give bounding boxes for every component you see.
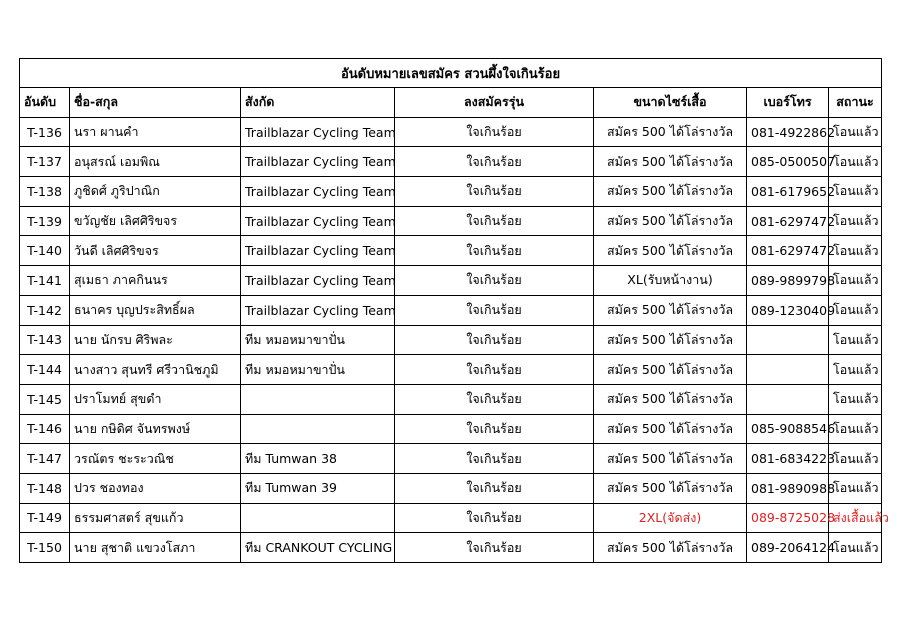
cell-status: โอนแล้ว xyxy=(829,236,882,266)
cell-phone xyxy=(747,384,829,414)
cell-status: ส่งเสื้อแล้ว xyxy=(829,503,882,533)
cell-phone: 081-6179652 xyxy=(747,177,829,207)
cell-team: Trailblazar Cycling Team xyxy=(241,266,395,296)
cell-name: ธนาคร บุญประสิทธิ์ผล xyxy=(70,295,241,325)
cell-shirt-size: สมัคร 500 ได้โล่รางวัล xyxy=(594,414,747,444)
cell-team: Trailblazar Cycling Team xyxy=(241,295,395,325)
cell-category: ใจเกินร้อย xyxy=(395,444,594,474)
cell-name: สุเมธา ภาคกินนร xyxy=(70,266,241,296)
cell-status: โอนแล้ว xyxy=(829,295,882,325)
table-row xyxy=(20,266,882,296)
cell-rank: T-141 xyxy=(20,266,70,296)
cell-status: โอนแล้ว xyxy=(829,117,882,147)
cell-rank: T-149 xyxy=(20,503,70,533)
cell-rank: T-148 xyxy=(20,473,70,503)
header-team: สังกัด xyxy=(241,88,395,118)
cell-shirt-size: สมัคร 500 ได้โล่รางวัล xyxy=(594,295,747,325)
table-row xyxy=(20,384,882,414)
cell-name: วันดี เลิศศิริขจร xyxy=(70,236,241,266)
cell-team xyxy=(241,414,395,444)
registration-table xyxy=(19,58,889,563)
cell-phone: 085-9088546 xyxy=(747,414,829,444)
header-shirt: ขนาดไซร์เสื้อ xyxy=(594,88,747,118)
cell-rank: T-150 xyxy=(20,533,70,563)
cell-category: ใจเกินร้อย xyxy=(395,325,594,355)
cell-shirt-size: สมัคร 500 ได้โล่รางวัล xyxy=(594,177,747,207)
cell-phone: 081-6297472 xyxy=(747,206,829,236)
cell-phone: 081-9890988 xyxy=(747,473,829,503)
cell-category: ใจเกินร้อย xyxy=(395,414,594,444)
cell-rank: T-147 xyxy=(20,444,70,474)
cell-name: วรณัตร ชะระวณิช xyxy=(70,444,241,474)
cell-shirt-size: สมัคร 500 ได้โล่รางวัล xyxy=(594,325,747,355)
cell-rank: T-145 xyxy=(20,384,70,414)
cell-phone xyxy=(747,355,829,385)
header-phone: เบอร์โทร xyxy=(747,88,829,118)
cell-category: ใจเกินร้อย xyxy=(395,117,594,147)
cell-name: นาย นักรบ ศิริพละ xyxy=(70,325,241,355)
table-row xyxy=(20,533,882,563)
table-row xyxy=(20,444,882,474)
cell-status: โอนแล้ว xyxy=(829,355,882,385)
header-category: ลงสมัครรุ่น xyxy=(395,88,594,118)
cell-name: ธรรมศาสตร์ สุขแก้ว xyxy=(70,503,241,533)
cell-name: นาย สุชาติ แขวงโสภา xyxy=(70,533,241,563)
cell-team: Trailblazar Cycling Team xyxy=(241,236,395,266)
table-row xyxy=(20,325,882,355)
cell-phone: 081-6297472 xyxy=(747,236,829,266)
cell-rank: T-137 xyxy=(20,147,70,177)
table-row xyxy=(20,117,882,147)
cell-rank: T-136 xyxy=(20,117,70,147)
cell-category: ใจเกินร้อย xyxy=(395,266,594,296)
cell-category: ใจเกินร้อย xyxy=(395,384,594,414)
cell-rank: T-146 xyxy=(20,414,70,444)
cell-shirt-size: สมัคร 500 ได้โล่รางวัล xyxy=(594,236,747,266)
cell-status: โอนแล้ว xyxy=(829,325,882,355)
cell-phone: 085-0500507 xyxy=(747,147,829,177)
cell-category: ใจเกินร้อย xyxy=(395,473,594,503)
cell-name: ปราโมทย์ สุขดำ xyxy=(70,384,241,414)
cell-status: โอนแล้ว xyxy=(829,473,882,503)
cell-shirt-size: สมัคร 500 ได้โล่รางวัล xyxy=(594,473,747,503)
table-title: อันดับหมายเลขสมัคร สวนผึ้งใจเกินร้อย xyxy=(20,59,882,88)
cell-status: โอนแล้ว xyxy=(829,266,882,296)
title-row xyxy=(20,59,882,88)
header-name: ชื่อ-สกุล xyxy=(70,88,241,118)
cell-shirt-size: XL(รับหน้างาน) xyxy=(594,266,747,296)
cell-name: นาย กษิดิศ จันทรพงษ์ xyxy=(70,414,241,444)
cell-shirt-size: สมัคร 500 ได้โล่รางวัล xyxy=(594,444,747,474)
cell-phone: 081-4922862 xyxy=(747,117,829,147)
cell-team: ทีม หมอหมาขาปั่น xyxy=(241,325,395,355)
cell-category: ใจเกินร้อย xyxy=(395,147,594,177)
cell-category: ใจเกินร้อย xyxy=(395,533,594,563)
cell-name: ภูชิดศ์ ภูริปาณิก xyxy=(70,177,241,207)
cell-name: ขวัญชัย เลิศศิริขจร xyxy=(70,206,241,236)
cell-shirt-size: สมัคร 500 ได้โล่รางวัล xyxy=(594,206,747,236)
cell-status: โอนแล้ว xyxy=(829,414,882,444)
cell-status: โอนแล้ว xyxy=(829,147,882,177)
cell-name: อนุสรณ์ เอมพิณ xyxy=(70,147,241,177)
cell-status: โอนแล้ว xyxy=(829,177,882,207)
cell-team: ทีม Tumwan 38 xyxy=(241,444,395,474)
cell-team: Trailblazar Cycling Team xyxy=(241,147,395,177)
cell-shirt-size: สมัคร 500 ได้โล่รางวัล xyxy=(594,355,747,385)
table-row xyxy=(20,177,882,207)
table-row xyxy=(20,414,882,444)
table-row xyxy=(20,295,882,325)
cell-category: ใจเกินร้อย xyxy=(395,503,594,533)
cell-team: Trailblazar Cycling Team xyxy=(241,117,395,147)
cell-team xyxy=(241,384,395,414)
cell-rank: T-140 xyxy=(20,236,70,266)
cell-team xyxy=(241,503,395,533)
header-row xyxy=(20,88,882,118)
cell-phone xyxy=(747,325,829,355)
cell-team: ทีม หมอหมาขาปั่น xyxy=(241,355,395,385)
table-row xyxy=(20,206,882,236)
cell-team: Trailblazar Cycling Team xyxy=(241,206,395,236)
cell-shirt-size: สมัคร 500 ได้โล่รางวัล xyxy=(594,147,747,177)
cell-category: ใจเกินร้อย xyxy=(395,236,594,266)
cell-shirt-size: สมัคร 500 ได้โล่รางวัล xyxy=(594,533,747,563)
cell-name: นางสาว สุนทรี ศรีวานิชภูมิ xyxy=(70,355,241,385)
cell-phone: 089-9899798 xyxy=(747,266,829,296)
cell-category: ใจเกินร้อย xyxy=(395,295,594,325)
cell-shirt-size: 2XL(จัดส่ง) xyxy=(594,503,747,533)
cell-team: ทีม Tumwan 39 xyxy=(241,473,395,503)
cell-category: ใจเกินร้อย xyxy=(395,355,594,385)
cell-phone: 089-1230409 xyxy=(747,295,829,325)
cell-name: ปวร ชองทอง xyxy=(70,473,241,503)
cell-team: ทีม CRANKOUT CYCLING xyxy=(241,533,395,563)
cell-category: ใจเกินร้อย xyxy=(395,206,594,236)
table-body xyxy=(20,117,889,562)
header-status: สถานะ xyxy=(829,88,882,118)
cell-status: โอนแล้ว xyxy=(829,206,882,236)
table-row xyxy=(20,355,882,385)
cell-rank: T-143 xyxy=(20,325,70,355)
cell-name: นรา ผานคำ xyxy=(70,117,241,147)
table-row xyxy=(20,236,882,266)
cell-rank: T-138 xyxy=(20,177,70,207)
table-row xyxy=(20,147,882,177)
table-row xyxy=(20,473,882,503)
cell-rank: T-142 xyxy=(20,295,70,325)
header-rank: อันดับ xyxy=(20,88,70,118)
cell-team: Trailblazar Cycling Team xyxy=(241,177,395,207)
cell-phone: 081-6834223 xyxy=(747,444,829,474)
cell-phone: 089-8725028 xyxy=(747,503,829,533)
cell-status: โอนแล้ว xyxy=(829,444,882,474)
cell-status: โอนแล้ว xyxy=(829,533,882,563)
cell-category: ใจเกินร้อย xyxy=(395,177,594,207)
cell-phone: 089-2064124 xyxy=(747,533,829,563)
cell-status: โอนแล้ว xyxy=(829,384,882,414)
cell-rank: T-144 xyxy=(20,355,70,385)
cell-shirt-size: สมัคร 500 ได้โล่รางวัล xyxy=(594,117,747,147)
cell-shirt-size: สมัคร 500 ได้โล่รางวัล xyxy=(594,384,747,414)
table-row xyxy=(20,503,882,533)
cell-rank: T-139 xyxy=(20,206,70,236)
